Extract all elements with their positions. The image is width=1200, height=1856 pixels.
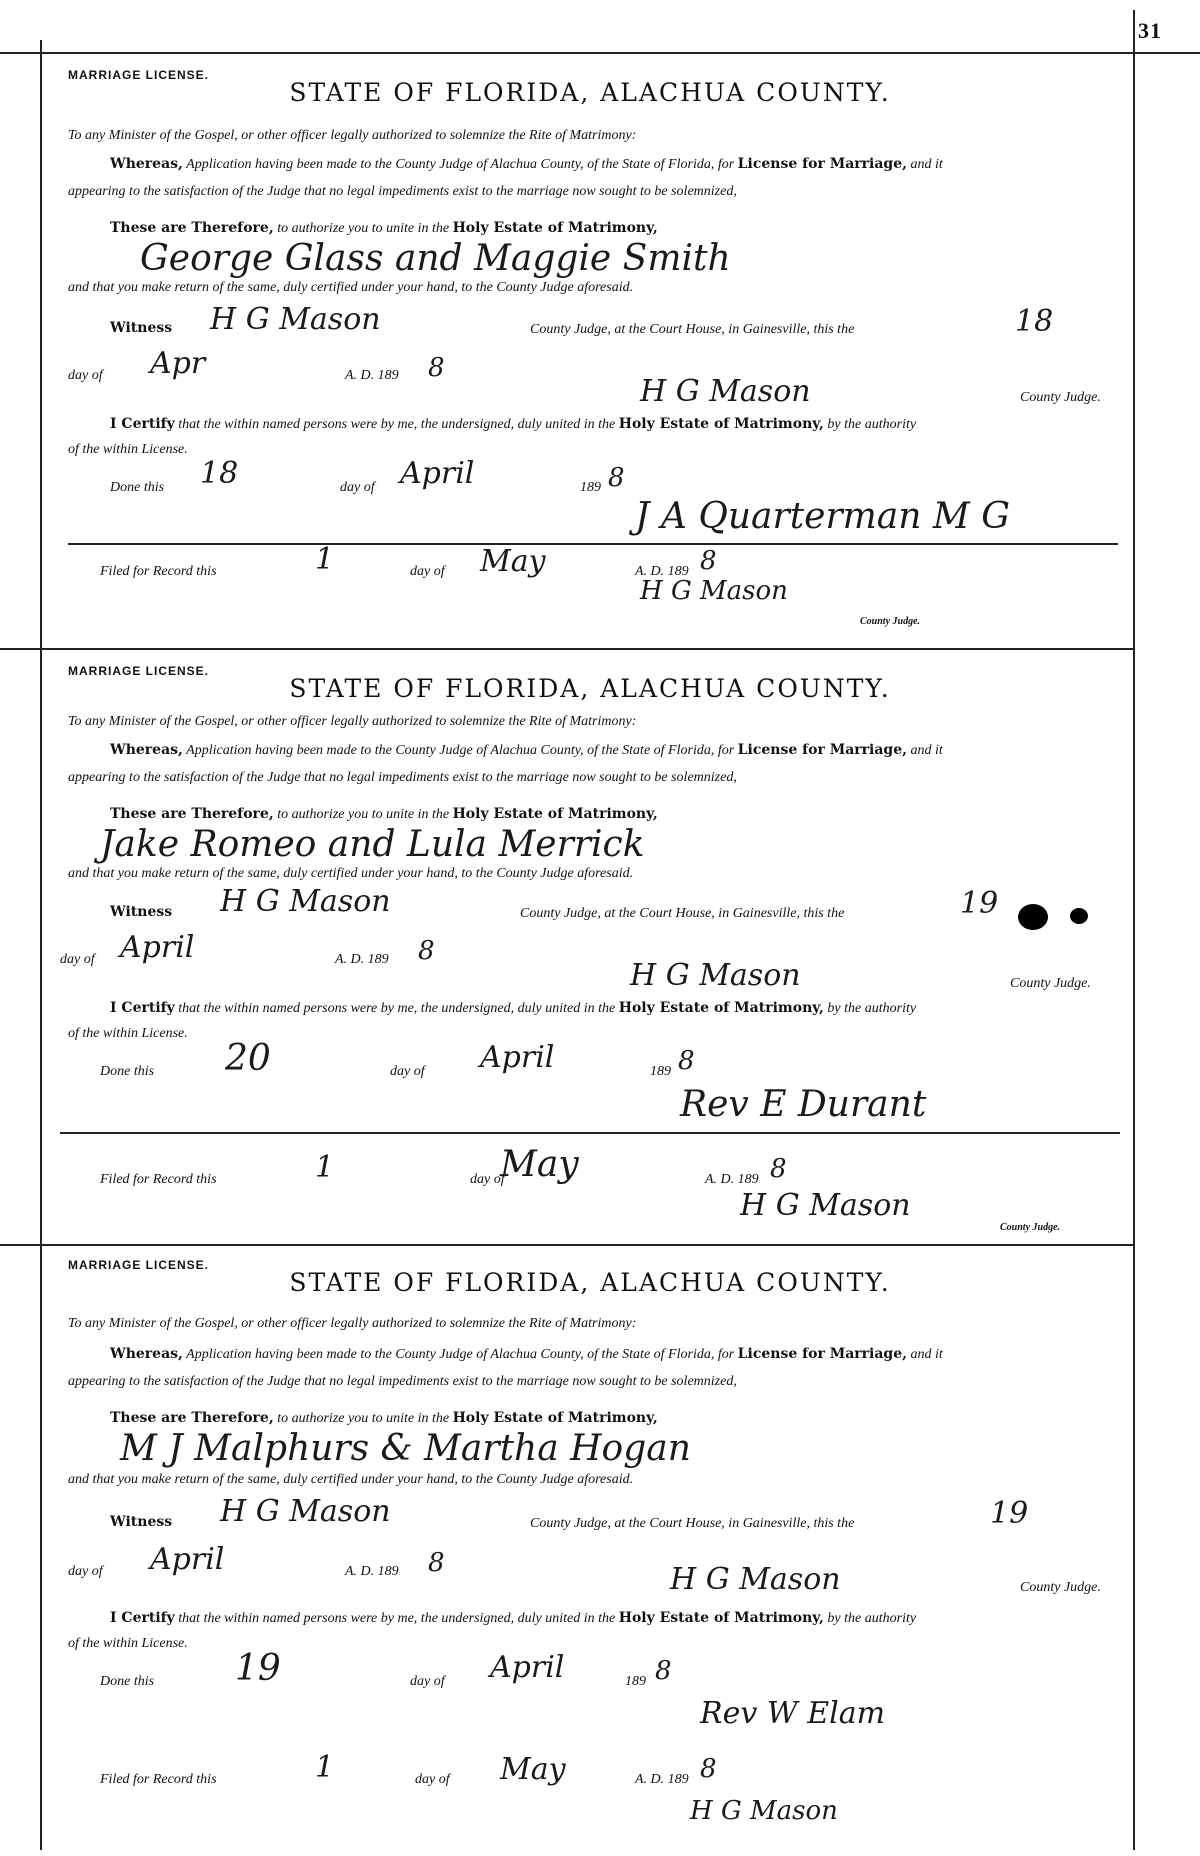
top-rule: [0, 52, 1200, 54]
officiant-signature: Rev W Elam: [700, 1696, 886, 1731]
to-any-line: To any Minister of the Gospel, or other officer legally authorized to solemnize the Rite of Matrimony:: [68, 714, 637, 729]
appearing-line: appearing to the satisfaction of the Judge that no legal impediments exist to the marriage now sought to be solemnized,: [68, 1374, 737, 1389]
license-tag: MARRIAGE LICENSE.: [68, 1258, 210, 1272]
whereas-line: Whereas, Application having been made to the County Judge of Alachua County, of the State of Florida, for License for Marriage, and it: [110, 1346, 943, 1362]
officiant-signature: Rev E Durant: [680, 1084, 927, 1125]
whereas-line: [110, 156, 1150, 173]
witness-label: Witness: [110, 320, 173, 336]
done-day: 19: [235, 1648, 281, 1689]
within-license: of the within License.: [68, 442, 188, 457]
filed-signature: H G Mason: [690, 1796, 838, 1826]
witness-signature: H G Mason: [220, 1494, 391, 1529]
couple-names: M J Malphurs & Martha Hogan: [120, 1428, 691, 1469]
filed-ad: A. D. 189: [705, 1172, 759, 1187]
done-month: April: [490, 1650, 565, 1685]
license-tag: MARRIAGE LICENSE.: [68, 68, 210, 82]
done-this-label: Done this: [110, 480, 165, 495]
whereas-line: Whereas, Application having been made to the County Judge of Alachua County, of the State of Florida, for License for Marriage, and it: [110, 742, 943, 758]
done-month: April: [400, 456, 475, 491]
witness-signature: H G Mason: [220, 884, 391, 919]
couple-names: Jake Romeo and Lula Merrick: [100, 824, 645, 865]
license-title: STATE OF FLORIDA, ALACHUA COUNTY.: [289, 674, 891, 703]
filed-month: May: [500, 1752, 566, 1787]
filed-year: 8: [700, 1754, 717, 1784]
and-it: and it: [907, 157, 943, 172]
filed-month: May: [480, 544, 546, 579]
ad-label: A. D. 189: [345, 368, 399, 383]
done-year-prefix: 189: [650, 1064, 671, 1079]
ad-label: A. D. 189: [345, 1564, 399, 1579]
these-line: [110, 220, 1150, 237]
county-judge-at: County Judge, at the Court House, in Gainesville, this the: [530, 322, 855, 337]
filed-label: Filed for Record this: [100, 1172, 217, 1187]
marriage-license-2: [60, 664, 1120, 1244]
return-line: and that you make return of the same, duly certified under your hand, to the County Judge aforesaid.: [68, 866, 634, 881]
page-number: 31: [1138, 18, 1162, 43]
couple-names: George Glass and Maggie Smith: [140, 238, 731, 279]
certify-line: I Certify that the within named persons were by me, the undersigned, duly united in the Holy Estate of Matrimony, by the authority: [110, 1000, 917, 1016]
done-day: 20: [225, 1038, 271, 1079]
filed-divider: [68, 543, 1118, 545]
done-year: 8: [655, 1656, 672, 1686]
license-year: 8: [418, 936, 435, 966]
return-line: and that you make return of the same, duly certified under your hand, to the County Judge aforesaid.: [68, 1472, 634, 1487]
filed-month: May: [500, 1144, 579, 1185]
license-day: 19: [960, 886, 999, 921]
filed-day: 1: [315, 1150, 335, 1185]
ink-blot: [1018, 904, 1048, 930]
done-year-prefix: 189: [625, 1674, 646, 1689]
to-any-line: To any Minister of the Gospel, or other officer legally authorized to solemnize the Rite of Matrimony:: [68, 128, 637, 143]
filed-day: 1: [315, 542, 335, 577]
license-month: April: [120, 930, 195, 965]
officiant-signature: J A Quarterman M G: [635, 496, 1010, 537]
certify-line: I Certify that the within named persons were by me, the undersigned, duly united in the Holy Estate of Matrimony, by the authority: [110, 1610, 917, 1626]
judge-signature: H G Mason: [670, 1562, 841, 1597]
county-judge-label: County Judge.: [1020, 1580, 1101, 1595]
filed-divider: [60, 1132, 1120, 1134]
these-word: These are Therefore,: [110, 220, 274, 236]
license-title: STATE OF FLORIDA, ALACHUA COUNTY.: [289, 78, 891, 107]
within-license: of the within License.: [68, 1636, 188, 1651]
within-license: of the within License.: [68, 1026, 188, 1041]
filed-day-of-label: day of: [470, 1172, 505, 1187]
appearing-line: appearing to the satisfaction of the Judge that no legal impediments exist to the marriage now sought to be solemnized,: [68, 184, 737, 199]
license-title: STATE OF FLORIDA, ALACHUA COUNTY.: [289, 1268, 891, 1297]
filed-signature: H G Mason: [740, 1188, 911, 1223]
these-text: to authorize you to unite in the: [273, 221, 453, 236]
done-year: 8: [608, 463, 625, 493]
return-line: and that you make return of the same, duly certified under your hand, to the County Judge aforesaid.: [68, 280, 634, 295]
county-judge-label: County Judge.: [1020, 390, 1101, 405]
filed-ad: A. D. 189: [635, 564, 689, 579]
done-day-of-label: day of: [390, 1064, 425, 1079]
county-judge-small: County Judge.: [1000, 1222, 1061, 1233]
holy-estate: Holy Estate of Matrimony,: [452, 220, 658, 236]
filed-signature: H G Mason: [640, 576, 788, 606]
done-this-label: Done this: [100, 1064, 155, 1079]
whereas-text: Application having been made to the County Judge of Alachua County, of the State of Florida, for: [182, 157, 738, 172]
county-judge-at: County Judge, at the Court House, in Gainesville, this the: [530, 1516, 855, 1531]
done-day: 18: [200, 456, 239, 491]
appearing-line: appearing to the satisfaction of the Judge that no legal impediments exist to the marriage now sought to be solemnized,: [68, 770, 737, 785]
right-margin-rule: [1133, 10, 1135, 1850]
day-of-label: day of: [68, 1564, 103, 1579]
license-divider-2: [0, 1244, 1135, 1246]
license-divider-1: [0, 648, 1135, 650]
these-line: These are Therefore, to authorize you to unite in the Holy Estate of Matrimony,: [110, 806, 658, 822]
done-day-of-label: day of: [340, 480, 375, 495]
filed-label: Filed for Record this: [100, 564, 217, 579]
witness-label: Witness: [110, 904, 173, 920]
these-line: These are Therefore, to authorize you to unite in the Holy Estate of Matrimony,: [110, 1410, 658, 1426]
license-phrase: License for Marriage,: [737, 156, 907, 172]
filed-ad: A. D. 189: [635, 1772, 689, 1787]
ink-blot: [1070, 908, 1088, 924]
license-day: 18: [1015, 304, 1054, 339]
witness-signature: H G Mason: [210, 302, 381, 337]
whereas-word: Whereas,: [110, 156, 183, 172]
county-judge-label: County Judge.: [1010, 976, 1091, 991]
license-year: 8: [428, 1548, 445, 1578]
license-year: 8: [428, 353, 445, 383]
license-day: 19: [990, 1496, 1029, 1531]
day-of-label: day of: [60, 952, 95, 967]
day-of-label: day of: [68, 368, 103, 383]
left-margin-rule: [40, 40, 42, 1850]
license-tag: MARRIAGE LICENSE.: [68, 664, 210, 678]
filed-day-of-label: day of: [415, 1772, 450, 1787]
marriage-license-1: [60, 68, 1120, 648]
done-this-label: Done this: [100, 1674, 155, 1689]
done-day-of-label: day of: [410, 1674, 445, 1689]
ad-label: A. D. 189: [335, 952, 389, 967]
license-month: Apr: [150, 346, 206, 381]
filed-year: 8: [700, 546, 717, 576]
judge-signature: H G Mason: [630, 958, 801, 993]
filed-day-of-label: day of: [410, 564, 445, 579]
license-month: April: [150, 1542, 225, 1577]
county-judge-at: County Judge, at the Court House, in Gainesville, this the: [520, 906, 845, 921]
done-year-prefix: 189: [580, 480, 601, 495]
marriage-license-3: [60, 1258, 1120, 1848]
filed-year: 8: [770, 1154, 787, 1184]
to-any-line: To any Minister of the Gospel, or other officer legally authorized to solemnize the Rite of Matrimony:: [68, 1316, 637, 1331]
witness-label: Witness: [110, 1514, 173, 1530]
done-month: April: [480, 1040, 555, 1075]
judge-signature: H G Mason: [640, 374, 811, 409]
filed-label: Filed for Record this: [100, 1772, 217, 1787]
certify-line: I Certify that the within named persons were by me, the undersigned, duly united in the Holy Estate of Matrimony, by the authority: [110, 416, 917, 432]
done-year: 8: [678, 1046, 695, 1076]
filed-day: 1: [315, 1750, 335, 1785]
county-judge-small: County Judge.: [860, 616, 921, 627]
